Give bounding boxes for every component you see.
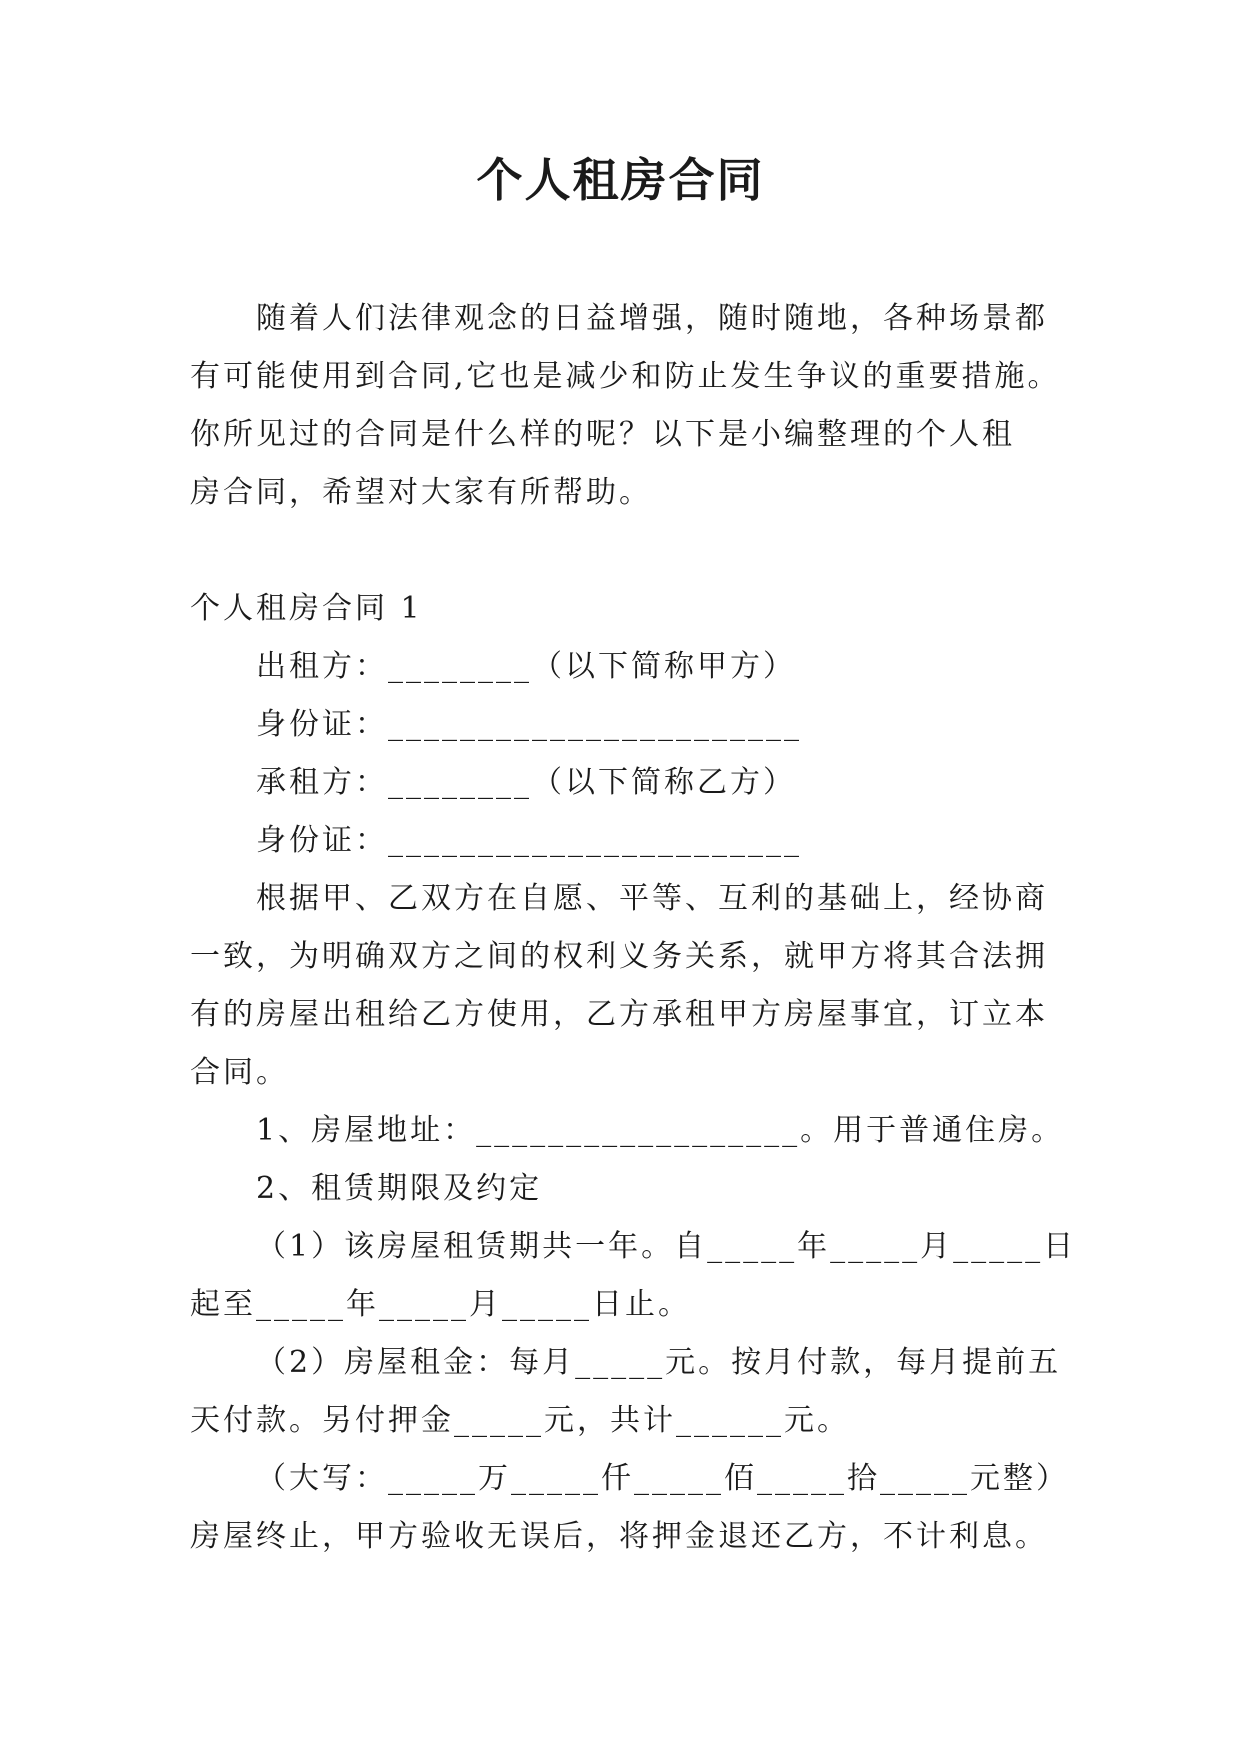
item-rent-line: （2）房屋租金：每月_____元。按月付款，每月提前五 — [256, 1345, 1062, 1380]
preamble-line: 有的房屋出租给乙方使用，乙方承租甲方房屋事宜，订立本 — [190, 997, 1048, 1032]
clause-term-heading: 2、租赁期限及约定 — [256, 1171, 543, 1206]
document-body — [190, 290, 1077, 1566]
intro-line: 有可能使用到合同,它也是减少和防止发生争议的重要措施。 — [190, 359, 1061, 394]
item-deposit-line: 房屋终止，甲方验收无误后，将押金退还乙方，不计利息。 — [190, 1519, 1048, 1554]
document-title: 个人租房合同 — [476, 153, 765, 207]
preamble-line: 根据甲、乙双方在自愿、平等、互利的基础上，经协商 — [256, 881, 1048, 916]
item-amount-line: （大写：_____万_____仟_____佰_____拾_____元整） — [256, 1461, 1069, 1496]
lessee-line: 承租方：________（以下简称乙方） — [256, 765, 796, 800]
intro-line: 随着人们法律观念的日益增强，随时随地，各种场景都 — [256, 301, 1048, 336]
lessor-line: 出租方：________（以下简称甲方） — [256, 649, 796, 684]
item-term-line: 起至_____年_____月_____日止。 — [190, 1287, 691, 1322]
lessee-id-line: 身份证：_______________________ — [256, 823, 802, 858]
preamble-line: 一致，为明确双方之间的权利义务关系，就甲方将其合法拥 — [190, 939, 1048, 974]
clause-address: 1、房屋地址：__________________。用于普通住房。 — [256, 1113, 1065, 1148]
item-rent-line: 天付款。另付押金_____元，共计______元。 — [190, 1403, 850, 1438]
item-term-line: （1）该房屋租赁期共一年。自_____年_____月_____日 — [256, 1229, 1077, 1264]
lessor-id-line: 身份证：_______________________ — [256, 707, 802, 742]
section-heading: 个人租房合同 1 — [190, 591, 423, 626]
preamble-line: 合同。 — [190, 1055, 289, 1090]
intro-line: 你所见过的合同是什么样的呢？以下是小编整理的个人租 — [190, 417, 1015, 452]
intro-line: 房合同，希望对大家有所帮助。 — [190, 475, 652, 510]
